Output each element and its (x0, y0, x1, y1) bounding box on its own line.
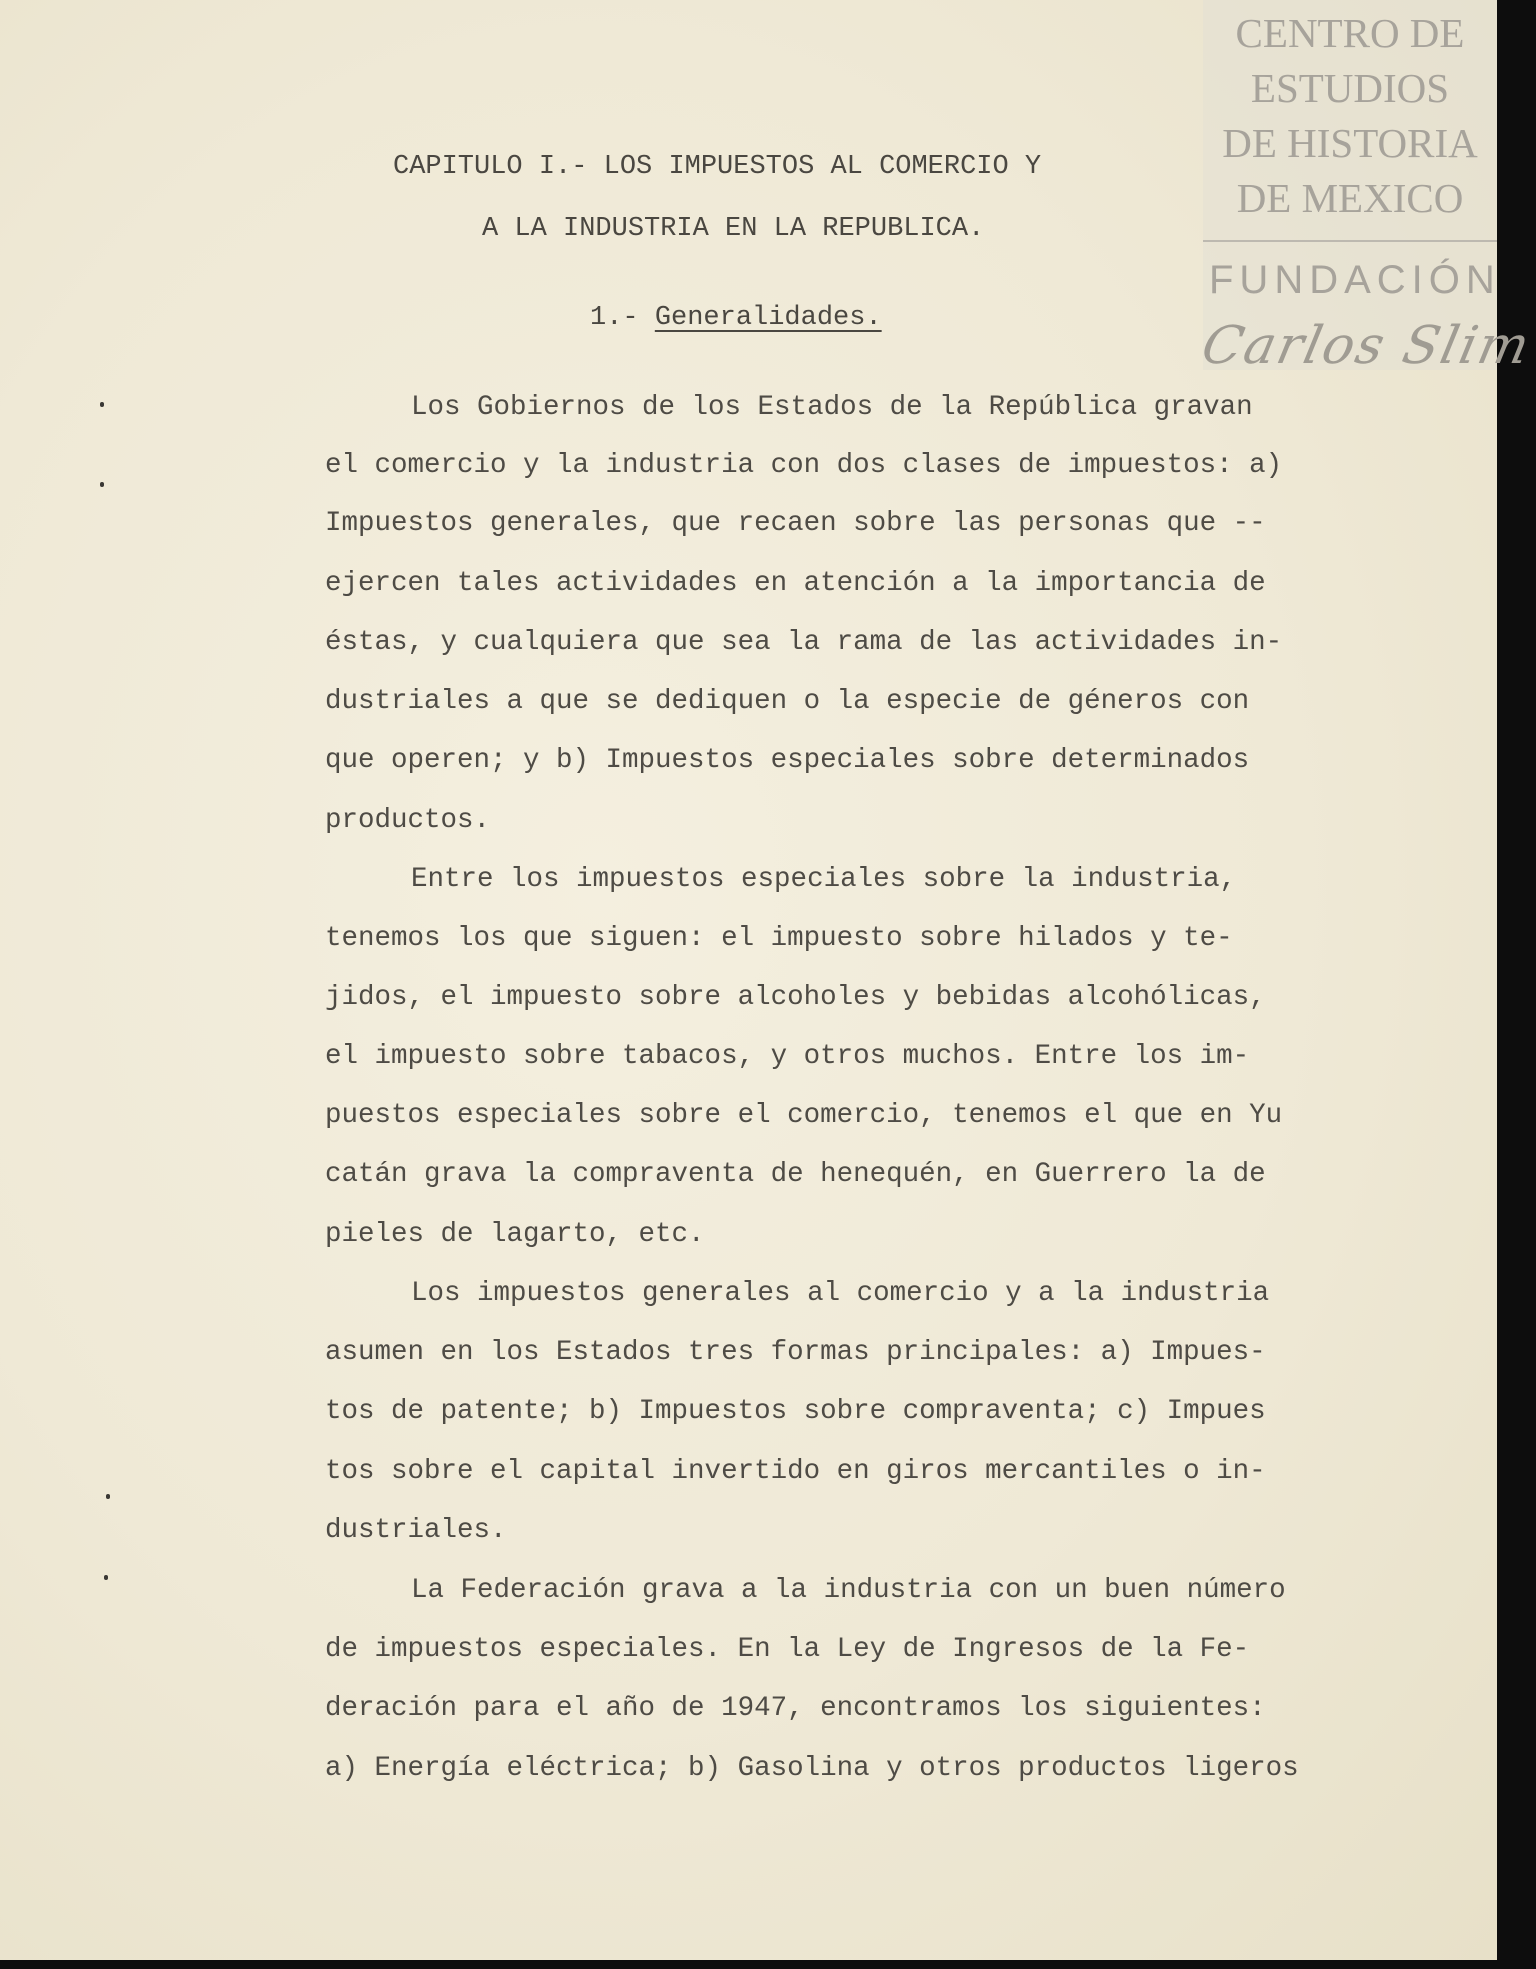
watermark-org-line: ESTUDIOS (1250, 65, 1450, 111)
watermark-org-line: DE HISTORIA (1222, 120, 1478, 166)
watermark-divider (1203, 240, 1497, 242)
body-line: Los Gobiernos de los Estados de la República gravan (411, 392, 1253, 423)
body-line: tos sobre el capital invertido en giros mercantiles o in- (325, 1456, 1266, 1487)
body-line: Entre los impuestos especiales sobre la industria, (411, 864, 1237, 895)
margin-mark (100, 402, 104, 407)
body-line: La Federación grava a la industria con un buen número (411, 1575, 1286, 1606)
margin-mark (104, 1575, 108, 1580)
section-title: Generalidades. (654, 303, 882, 333)
body-line: puestos especiales sobre el comercio, tenemos el que en Yu (325, 1100, 1283, 1131)
body-line: tenemos los que siguen: el impuesto sobre hilados y te- (325, 923, 1233, 954)
body-line: dustriales a que se dediquen o la especie de géneros con (325, 686, 1250, 717)
margin-mark (100, 482, 104, 487)
chapter-title-line-2: A LA INDUSTRIA EN LA REPUBLICA. (482, 214, 985, 244)
body-line: de impuestos especiales. En la Ley de Ingresos de la Fe- (325, 1634, 1250, 1665)
body-line: tos de patente; b) Impuestos sobre compraventa; c) Impues (325, 1396, 1266, 1427)
body-line: pieles de lagarto, etc. (325, 1219, 705, 1250)
body-line: el comercio y la industria con dos clases de impuestos: a) (325, 450, 1283, 481)
body-line: productos. (325, 805, 491, 836)
body-line: jidos, el impuesto sobre alcoholes y bebidas alcohólicas, (325, 982, 1266, 1013)
watermark-signature: Carlos Slim (1196, 316, 1536, 376)
body-line: a) Energía eléctrica; b) Gasolina y otros productos ligeros (325, 1753, 1299, 1784)
archive-watermark (1196, 0, 1536, 376)
body-line: deración para el año de 1947, encontramos los siguientes: (325, 1693, 1266, 1724)
watermark-foundation: FUNDACIÓN (1209, 258, 1501, 302)
body-line: catán grava la compraventa de henequén, en Guerrero la de (325, 1159, 1266, 1190)
body-line: Impuestos generales, que recaen sobre las personas que -- (325, 508, 1266, 539)
body-line: ejercen tales actividades en atención a la importancia de (325, 568, 1266, 599)
body-line: que operen; y b) Impuestos especiales sobre determinados (325, 745, 1250, 776)
body-line: asumen en los Estados tres formas principales: a) Impues- (325, 1337, 1266, 1368)
body-line: Los impuestos generales al comercio y a la industria (411, 1278, 1270, 1309)
watermark-org-line: DE MEXICO (1236, 175, 1464, 221)
margin-mark (106, 1494, 110, 1499)
body-line: el impuesto sobre tabacos, y otros muchos. Entre los im- (325, 1041, 1250, 1072)
watermark-organization (1203, 6, 1497, 226)
body-line: dustriales. (325, 1515, 507, 1546)
body-line: éstas, y cualquiera que sea la rama de las actividades in- (325, 627, 1283, 658)
section-heading (590, 303, 882, 333)
chapter-title-line-1: CAPITULO I.- LOS IMPUESTOS AL COMERCIO Y (393, 152, 1042, 182)
watermark-org-line: CENTRO DE (1235, 10, 1465, 56)
section-number: 1.- (590, 303, 639, 333)
